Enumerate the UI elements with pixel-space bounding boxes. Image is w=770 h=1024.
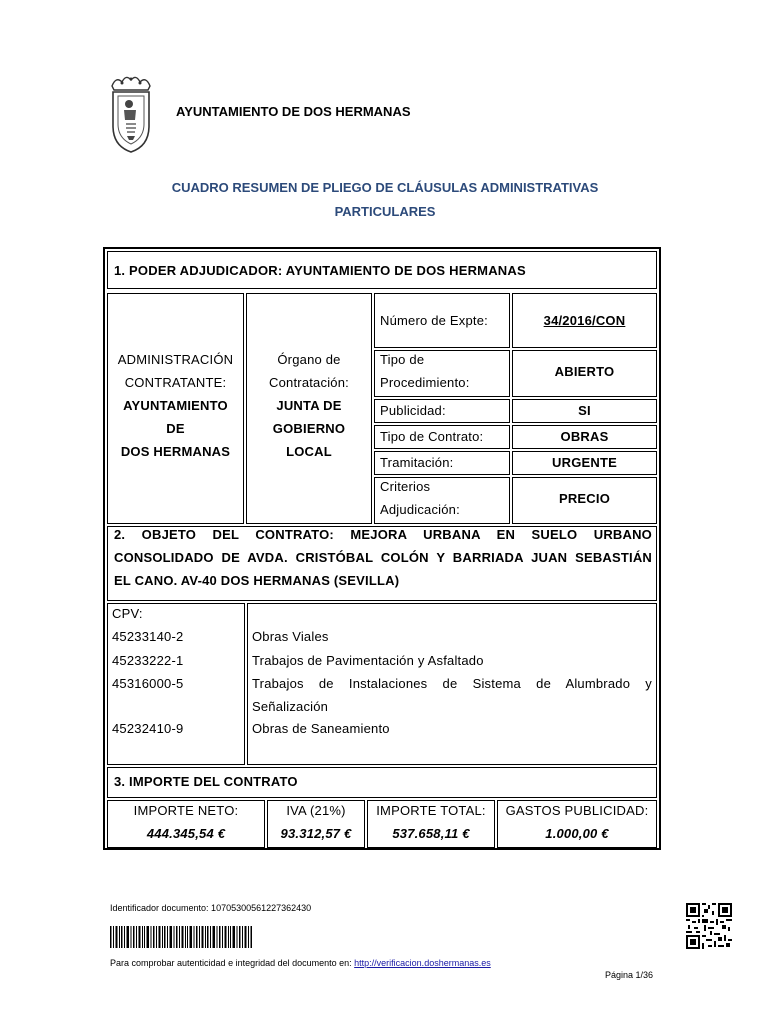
admin-contratante-cell — [107, 293, 244, 524]
cpv-code-2: 45233222-1 — [112, 653, 184, 668]
criterios-label-2: Adjudicación: — [380, 502, 460, 517]
importe-neto-value: 444.345,54 € — [146, 826, 226, 841]
expte-value: 34/2016/CON — [543, 313, 626, 328]
publicidad-label-cell — [374, 399, 510, 423]
organization-name: AYUNTAMIENTO DE DOS HERMANAS — [176, 104, 411, 119]
section2-line-3: EL CANO. AV-40 DOS HERMANAS (SEVILLA) — [114, 573, 400, 588]
criterios-value-cell — [512, 477, 657, 524]
tipo-contrato-label-cell — [374, 425, 510, 449]
summary-table — [103, 247, 661, 850]
cpv-descriptions-cell — [247, 603, 657, 765]
section1-heading-cell — [107, 251, 657, 289]
tramitacion-label-cell — [374, 451, 510, 475]
section2-line-1: 2. OBJETO DEL CONTRATO: MEJORA URBANA EN SUELO URBANO — [114, 527, 652, 542]
iva-label: IVA (21%) — [286, 803, 346, 818]
tramitacion-value: URGENTE — [552, 455, 617, 470]
cpv-code-3: 45316000-5 — [112, 676, 184, 691]
title-line-2: PARTICULARES — [334, 204, 436, 219]
section1-heading: 1. PODER ADJUDICADOR: AYUNTAMIENTO DE DOS HERMANAS — [114, 263, 526, 278]
tramitacion-label: Tramitación: — [380, 455, 454, 470]
document-title — [100, 176, 670, 224]
admin-label-1: ADMINISTRACIÓN — [117, 352, 234, 367]
organo-value-3: LOCAL — [286, 444, 332, 459]
barcode-image — [110, 926, 252, 948]
iva-cell — [267, 800, 365, 848]
municipal-crest-logo — [108, 74, 154, 154]
organo-contratacion-cell — [246, 293, 372, 524]
publicidad-value-cell — [512, 399, 657, 423]
section3-heading: 3. IMPORTE DEL CONTRATO — [114, 774, 298, 789]
procedimiento-label-cell — [374, 350, 510, 397]
cpv-desc-1: Obras Viales — [252, 629, 329, 644]
cpv-desc-3-cont: Señalización — [252, 699, 329, 714]
organo-value-2: GOBIERNO — [272, 421, 346, 436]
importe-total-label: IMPORTE TOTAL: — [376, 803, 486, 818]
gastos-publicidad-label: GASTOS PUBLICIDAD: — [505, 803, 649, 818]
organo-value-1: JUNTA DE — [276, 398, 342, 413]
importe-total-value: 537.658,11 € — [392, 826, 470, 841]
procedimiento-label-1: Tipo de — [380, 352, 425, 367]
tramitacion-value-cell — [512, 451, 657, 475]
cpv-code-4: 45232410-9 — [112, 721, 184, 736]
cpv-desc-2: Trabajos de Pavimentación y Asfaltado — [252, 653, 484, 668]
tipo-contrato-value: OBRAS — [560, 429, 609, 444]
cpv-desc-3: Trabajos de Instalaciones de Sistema de Alumbrado y — [252, 676, 652, 691]
publicidad-label: Publicidad: — [380, 403, 446, 418]
admin-value-1: AYUNTAMIENTO — [123, 398, 228, 413]
section2-line-2: CONSOLIDADO DE AVDA. CRISTÓBAL COLÓN Y BARRIADA JUAN SEBASTIÁN — [114, 550, 652, 565]
procedimiento-value: ABIERTO — [554, 364, 615, 379]
document-identifier: Identificador documento: 10705300561227362430 — [110, 903, 312, 913]
section3-heading-cell — [107, 767, 657, 798]
cpv-desc-4: Obras de Saneamiento — [252, 721, 390, 736]
qr-code-image — [686, 903, 732, 949]
cpv-codes-cell — [107, 603, 245, 765]
verification-text: Para comprobar autenticidad e integridad del documento en: — [110, 958, 355, 968]
importe-neto-label: IMPORTE NETO: — [133, 803, 239, 818]
admin-value-2: DE — [166, 421, 185, 436]
verification-link[interactable]: http://verificacion.doshermanas.es — [354, 958, 491, 968]
section2-object-cell — [107, 526, 657, 601]
importe-total-cell — [367, 800, 495, 848]
criterios-label-cell — [374, 477, 510, 524]
criterios-label-1: Criterios — [380, 479, 431, 494]
criterios-value: PRECIO — [558, 491, 611, 506]
expte-label-cell — [374, 293, 510, 348]
tipo-contrato-value-cell — [512, 425, 657, 449]
expte-value-cell — [512, 293, 657, 348]
importe-neto-cell — [107, 800, 265, 848]
procedimiento-value-cell — [512, 350, 657, 397]
admin-value-3: DOS HERMANAS — [120, 444, 231, 459]
organo-label-1: Órgano de — [277, 352, 341, 367]
gastos-publicidad-cell — [497, 800, 657, 848]
verification-note — [110, 958, 491, 968]
organo-label-2: Contratación: — [269, 375, 349, 390]
expte-label: Número de Expte: — [380, 313, 488, 328]
title-line-1: CUADRO RESUMEN DE PLIEGO DE CLÁUSULAS ADMINISTRATIVAS — [171, 180, 599, 195]
publicidad-value: SI — [578, 403, 591, 418]
cpv-code-1: 45233140-2 — [112, 629, 184, 644]
gastos-publicidad-value: 1.000,00 € — [545, 826, 609, 841]
iva-value: 93.312,57 € — [280, 826, 352, 841]
page-number: Página 1/36 — [605, 970, 654, 980]
admin-label-2: CONTRATANTE: — [124, 375, 227, 390]
tipo-contrato-label: Tipo de Contrato: — [380, 429, 484, 444]
procedimiento-label-2: Procedimiento: — [380, 375, 470, 390]
cpv-label: CPV: — [112, 606, 143, 621]
